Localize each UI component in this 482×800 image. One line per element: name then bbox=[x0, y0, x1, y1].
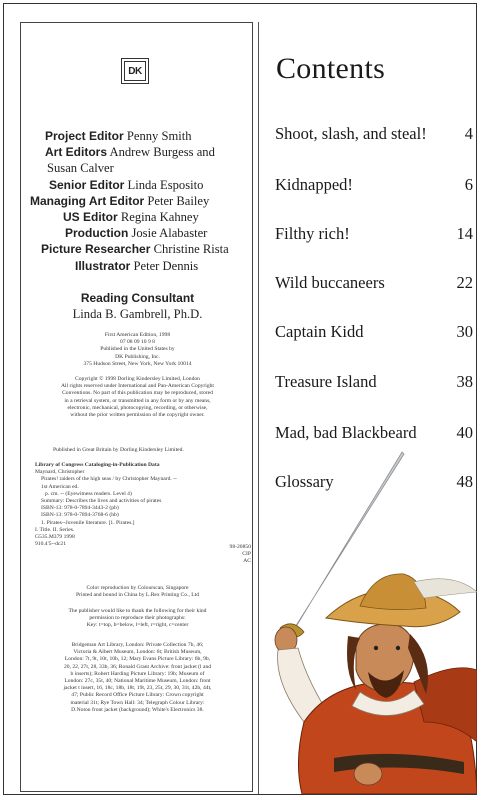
photo-thanks: The publisher would like to thank the following for their kind permission to reproduce their photographs: Key: t=top, b=below, l=left, r=right, c=center bbox=[68, 608, 207, 629]
toc-page-number: 40 bbox=[456, 423, 473, 442]
toc-entry[interactable] bbox=[275, 372, 473, 392]
toc-page-number: 22 bbox=[456, 273, 473, 292]
toc-page-number: 30 bbox=[456, 322, 473, 341]
picture-credits: Bridgeman Art Library, London: Private Collection 7b, 46; Victoria & Albert Museum, London: 6t; British Museum, London: 7t, 9t, 10t, 10b, 12; Mary Evans Picture Library: 6b, 9b, 20, 22, 27t, 28, 33b, 36; Ronald Grant Archive: front jacket (l and b inserts); Robert Harding Picture Library: 19b; Museum of London: 27c, 35t, 40; National Maritime Museum, London: front jacket t insert, 16, 18c, 18b, 18t, 19t, 23, 25t, 29, 30, 31t, 42b, 44t, 47; Public Record Office Picture Library: Crown copyright material 31t; Rye Town Hall: 34; Telegraph Colour Library: D.Noton front jacket (background); White's Electronics 38. bbox=[63, 642, 212, 713]
copyright-page bbox=[20, 22, 253, 792]
toc-entry[interactable] bbox=[275, 224, 473, 244]
credit-line: Illustrator Peter Dennis bbox=[75, 258, 199, 273]
pirate-eye bbox=[374, 646, 378, 650]
publication-info: First American Edition, 1998 07 08 09 10 9 8 Published in the United States by DK Publishing, Inc. 375 Hudson Street, New York, New York 10014 bbox=[83, 332, 192, 367]
reading-consultant: Reading Consultant Linda B. Gambrell, Ph.D. bbox=[72, 290, 203, 322]
toc-page-number: 38 bbox=[456, 372, 473, 391]
credit-line: Picture Researcher Christine Rista bbox=[41, 242, 229, 257]
credit-line: Susan Calver bbox=[47, 161, 114, 176]
copyright-notice: Copyright © 1998 Dorling Kindersley Limited, London All rights reserved under International and Pan-American Copyright Conventions. No part of this publication may be reproduced, stored in a retrieval system, or transmitted in any form or by any means, electronic, mechanical, photocopying, recording, or otherwise, without the prior written permission of the copyright owner. bbox=[60, 376, 214, 419]
toc-title: Shoot, slash, and steal! bbox=[275, 124, 427, 143]
credit-line: Senior Editor Linda Esposito bbox=[49, 177, 204, 192]
credits-block bbox=[21, 128, 254, 322]
cip-data: Library of Congress Cataloging-in-Publication Data Maynard, Christopher Pirates! raiders of the high seas / by Christopher Maynard. -- 1st American ed. p. cm. -- (Eyewitness readers. Level 4) Summary: Describes the lives and activities of pirates ISBN-13: 978-0-7894-3443-2 (pb) ISBN-13: 978-0-7894-3768-6 (hb) 1. Pirates--Juvenile literature. [1. Pirates.] I. Title. II. Series. G535.M379 1998 910.4'5--dc21 bbox=[35, 462, 177, 548]
toc-title: Kidnapped! bbox=[275, 175, 353, 194]
toc-page-number: 6 bbox=[464, 175, 473, 194]
toc-title: Filthy rich! bbox=[275, 224, 350, 243]
pirate-eye bbox=[396, 646, 400, 650]
dk-logo: DK bbox=[121, 58, 149, 84]
lower-hand bbox=[354, 763, 382, 785]
toc-title: Wild buccaneers bbox=[275, 273, 385, 292]
spine-divider bbox=[258, 22, 259, 794]
printing-info: Color reproduction by Colourscan, Singapore Printed and bound in China by L.Rex Printing Co., Ltd bbox=[75, 585, 200, 599]
toc-entry[interactable] bbox=[275, 322, 473, 342]
toc-entry[interactable] bbox=[275, 273, 473, 293]
credit-line: Project Editor Penny Smith bbox=[45, 129, 192, 143]
toc-page-number: 14 bbox=[456, 224, 473, 243]
credit-line: US Editor Regina Kahney bbox=[63, 210, 199, 225]
pirate-illustration bbox=[264, 422, 477, 794]
credit-line: Art Editors Andrew Burgess and bbox=[45, 145, 215, 160]
toc-title: Glossary bbox=[275, 472, 334, 491]
hat-feather bbox=[414, 579, 477, 598]
toc-title: Captain Kidd bbox=[275, 322, 364, 341]
hat-crown bbox=[360, 574, 426, 610]
toc-page-number: 48 bbox=[456, 472, 473, 491]
gb-publication-line: Published in Great Britain by Dorling Kindersley Limited. bbox=[53, 447, 184, 453]
toc-title: Mad, bad Blackbeard bbox=[275, 423, 417, 442]
toc-title: Treasure Island bbox=[275, 372, 377, 391]
credit-line: Managing Art Editor Peter Bailey bbox=[30, 193, 210, 208]
contents-title: Contents bbox=[276, 52, 386, 85]
credit-line: Production Josie Alabaster bbox=[65, 226, 208, 241]
toc-page-number: 4 bbox=[464, 124, 473, 143]
toc-entry[interactable] bbox=[275, 124, 473, 144]
toc-entry[interactable] bbox=[275, 175, 473, 195]
cip-number: 98-20850 CIP AC bbox=[229, 544, 251, 565]
